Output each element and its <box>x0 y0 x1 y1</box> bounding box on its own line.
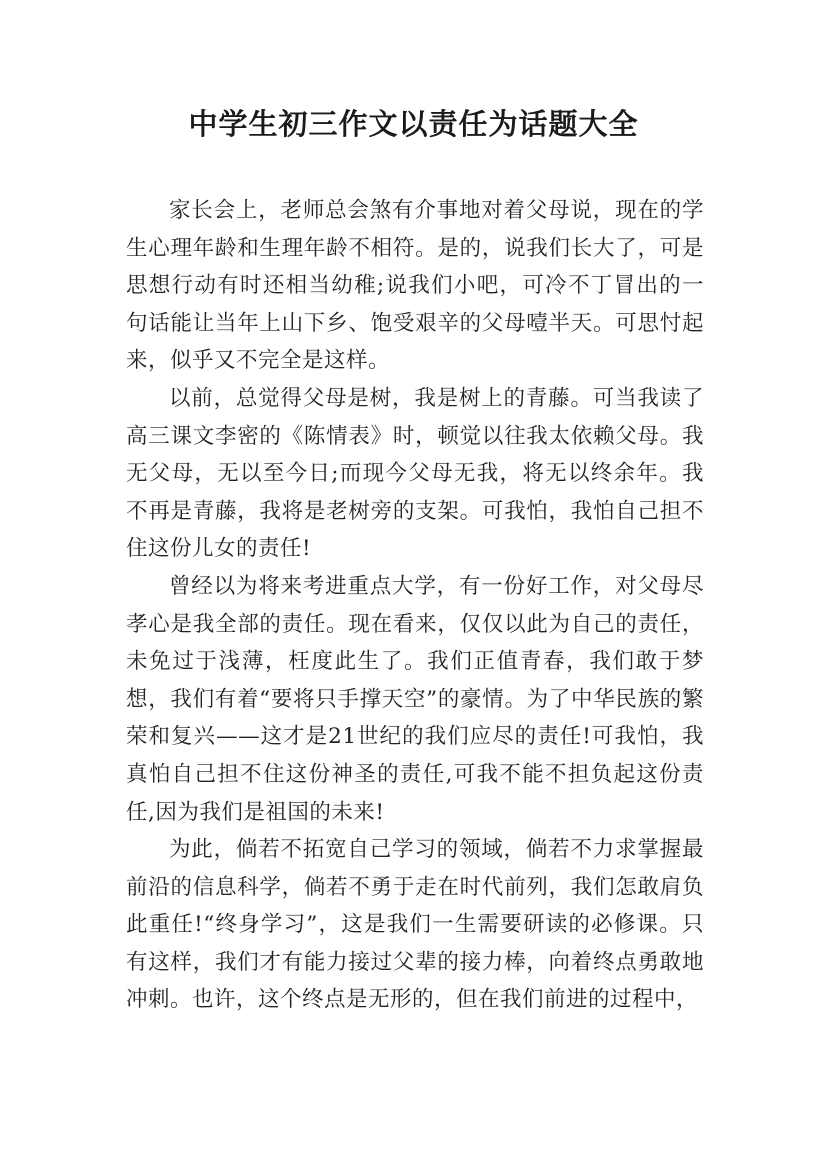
document-title: 中学生初三作文以责任为话题大全 <box>188 107 639 141</box>
paragraph-4: 为此，倘若不拓宽自己学习的领域，倘若不力求掌握最前沿的信息科学，倘若不勇于走在时代前列，我们怎敢肩负此重任!“终身学习”，这是我们一生需要研读的必修课。只有这样，我们才有能力接过父辈的接力棒，向着终点勇敢地冲刺。也许，这个终点是无形的，但在我们前进的过程中， <box>126 837 704 1013</box>
paragraph-3: 曾经以为将来考进重点大学，有一份好工作，对父母尽孝心是我全部的责任。现在看来，仅仅以此为自己的责任，未免过于浅薄，枉度此生了。我们正值青春，我们敢于梦想，我们有着“要将只手撑天空”的豪情。为了中华民族的繁荣和复兴——这才是21世纪的我们应尽的责任!可我怕，我真怕自己担不住这份神圣的责任,可我不能不担负起这份责任,因为我们是祖国的未来! <box>126 573 704 825</box>
document-body <box>126 192 704 1019</box>
paragraph-2: 以前，总觉得父母是树，我是树上的青藤。可当我读了高三课文李密的《陈情表》时，顿觉以往我太依赖父母。我无父母，无以至今日;而现今父母无我，将无以终余年。我不再是青藤，我将是老树旁的支架。可我怕，我怕自己担不住这份儿女的责任! <box>126 385 704 562</box>
paragraph-1: 家长会上，老师总会煞有介事地对着父母说，现在的学生心理年龄和生理年龄不相符。是的，说我们长大了，可是思想行动有时还相当幼稚;说我们小吧，可冷不丁冒出的一句话能让当年上山下乡、饱受艰辛的父母噎半天。可思忖起来，似乎又不完全是这样。 <box>126 198 704 374</box>
